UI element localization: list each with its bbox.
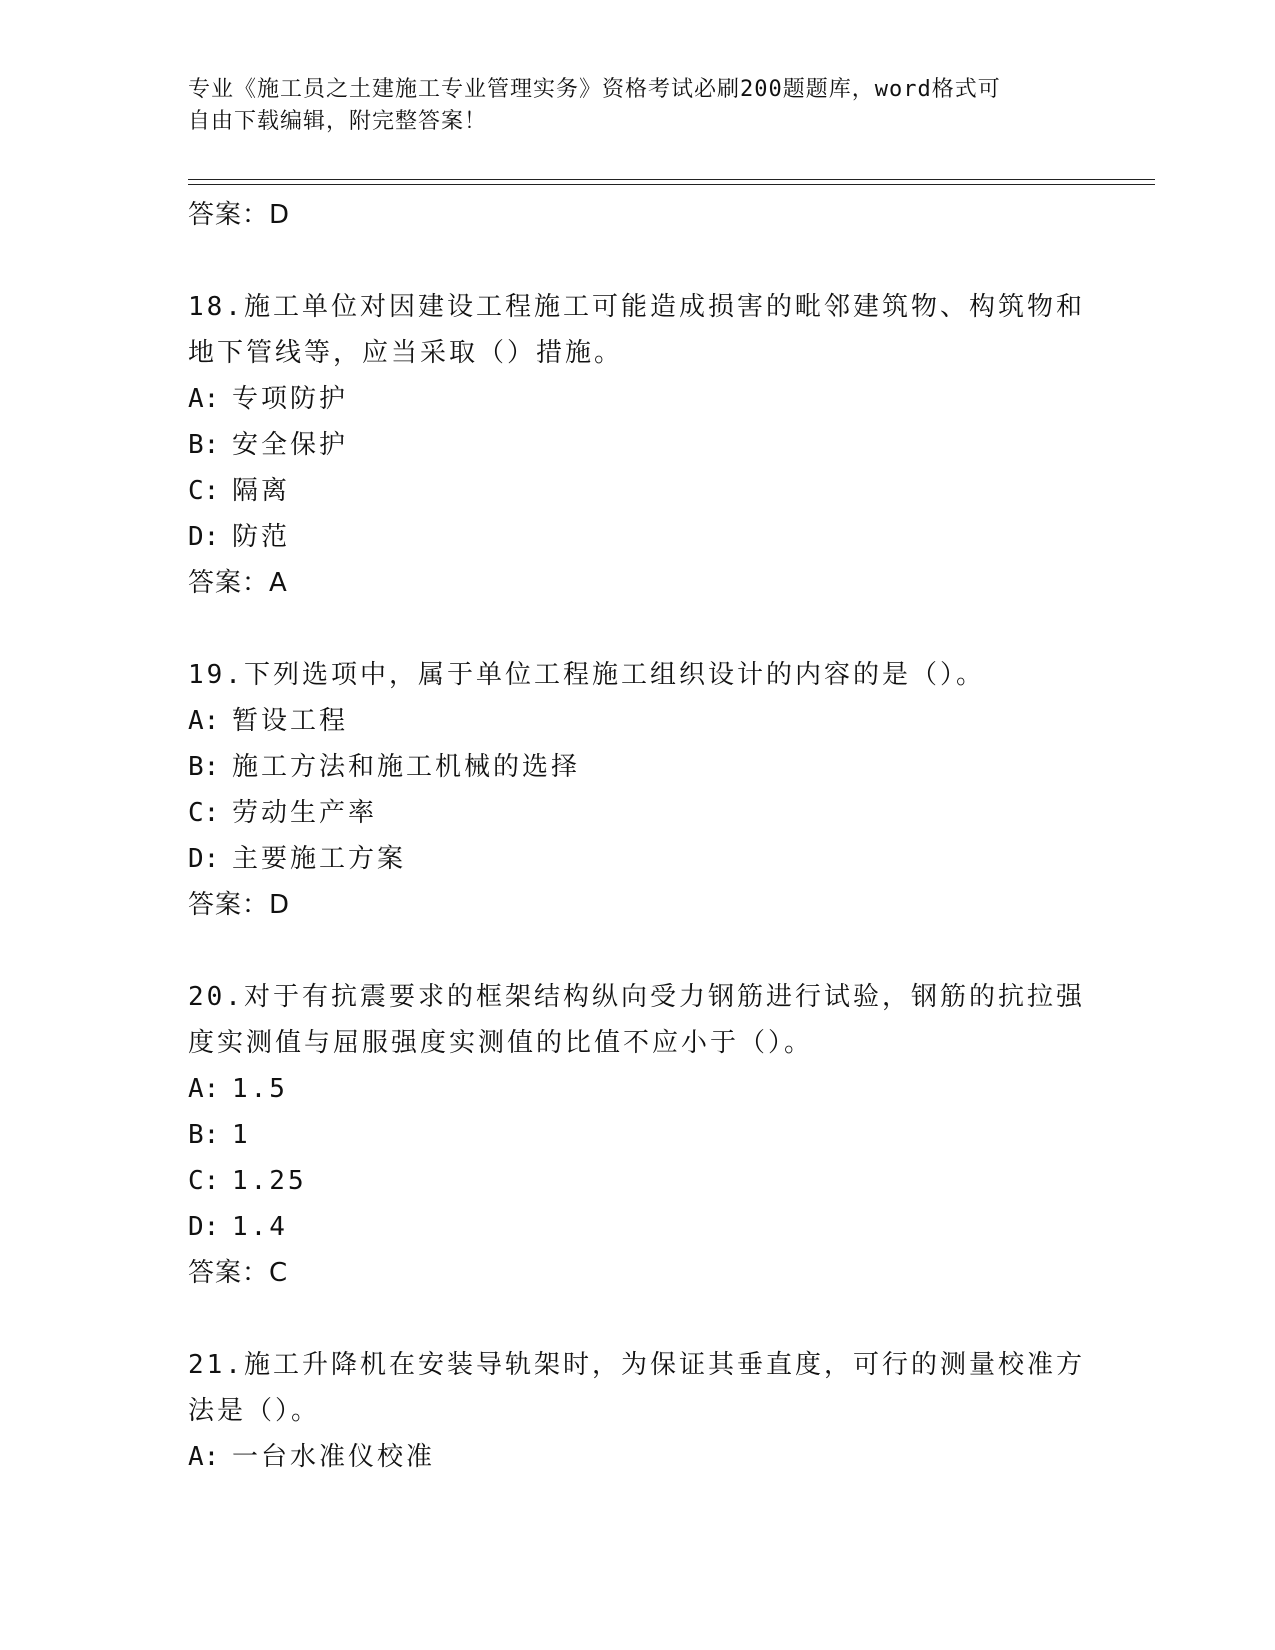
- option-letter: C:: [188, 798, 220, 828]
- option-letter: C:: [188, 1166, 220, 1196]
- spacer: [188, 1296, 1088, 1342]
- option-letter: C:: [188, 476, 220, 506]
- stem-line: 地下管线等，应当采取（）措施。: [188, 338, 624, 368]
- question-stem: [188, 1342, 1088, 1434]
- option-d: [188, 836, 1088, 882]
- option-text: 专项防护: [232, 384, 349, 414]
- spacer: [188, 238, 1088, 284]
- option-letter: B:: [188, 752, 220, 782]
- question-18: [188, 284, 1088, 606]
- option-letter: D:: [188, 522, 220, 552]
- spacer: [188, 606, 1088, 652]
- stem-line: 21.施工升降机在安装导轨架时，为保证其垂直度，可行的测量校准方: [188, 1350, 1085, 1380]
- option-letter: A:: [188, 1442, 220, 1472]
- option-text: 暂设工程: [232, 706, 349, 736]
- header-line-2: 自由下载编辑，附完整答案！: [188, 109, 488, 134]
- option-letter: B:: [188, 430, 220, 460]
- option-text: 1.5: [232, 1074, 288, 1104]
- option-c: [188, 790, 1088, 836]
- stem-line: 19.下列选项中，属于单位工程施工组织设计的内容的是（）。: [188, 660, 985, 690]
- answer-label: 答案：C: [188, 1258, 289, 1288]
- page-header: [188, 74, 1068, 138]
- option-c: [188, 468, 1088, 514]
- answer-label: 答案：D: [188, 890, 291, 920]
- option-text: 1: [232, 1120, 251, 1150]
- option-text: 1.25: [232, 1166, 307, 1196]
- option-b: [188, 744, 1088, 790]
- stem-line: 20.对于有抗震要求的框架结构纵向受力钢筋进行试验，钢筋的抗拉强: [188, 982, 1085, 1012]
- option-d: [188, 1204, 1088, 1250]
- question-stem: [188, 284, 1088, 376]
- option-text: 隔离: [232, 476, 291, 506]
- option-b: [188, 422, 1088, 468]
- option-letter: A:: [188, 706, 220, 736]
- question-19: [188, 652, 1088, 928]
- option-c: [188, 1158, 1088, 1204]
- option-text: 安全保护: [232, 430, 349, 460]
- question-stem: [188, 974, 1088, 1066]
- stem-line: 18.施工单位对因建设工程施工可能造成损害的毗邻建筑物、构筑物和: [188, 292, 1085, 322]
- question-stem: [188, 652, 1088, 698]
- stem-line: 度实测值与屈服强度实测值的比值不应小于（）。: [188, 1028, 814, 1058]
- option-a: [188, 1066, 1088, 1112]
- option-text: 施工方法和施工机械的选择: [232, 752, 581, 782]
- answer-label: 答案：A: [188, 568, 288, 598]
- option-text: 防范: [232, 522, 291, 552]
- option-letter: D:: [188, 1212, 220, 1242]
- option-a: [188, 698, 1088, 744]
- option-letter: A:: [188, 384, 220, 414]
- header-line-1: 专业《施工员之土建施工专业管理实务》资格考试必刷200题题库，word格式可: [188, 77, 1001, 102]
- option-letter: A:: [188, 1074, 220, 1104]
- question-21: [188, 1342, 1088, 1480]
- option-text: 劳动生产率: [232, 798, 378, 828]
- stem-line: 法是（）。: [188, 1396, 321, 1426]
- option-letter: D:: [188, 844, 220, 874]
- question-20: [188, 974, 1088, 1296]
- option-d: [188, 514, 1088, 560]
- option-b: [188, 1112, 1088, 1158]
- option-text: 1.4: [232, 1212, 288, 1242]
- header-divider-bottom: [188, 184, 1155, 185]
- option-a: [188, 1434, 1088, 1480]
- option-a: [188, 376, 1088, 422]
- option-letter: B:: [188, 1120, 220, 1150]
- header-divider-top: [188, 179, 1155, 180]
- option-text: 主要施工方案: [232, 844, 407, 874]
- question-list: [188, 192, 1088, 1480]
- spacer: [188, 928, 1088, 974]
- option-text: 一台水准仪校准: [232, 1442, 436, 1472]
- answer-label: 答案：D: [188, 200, 291, 230]
